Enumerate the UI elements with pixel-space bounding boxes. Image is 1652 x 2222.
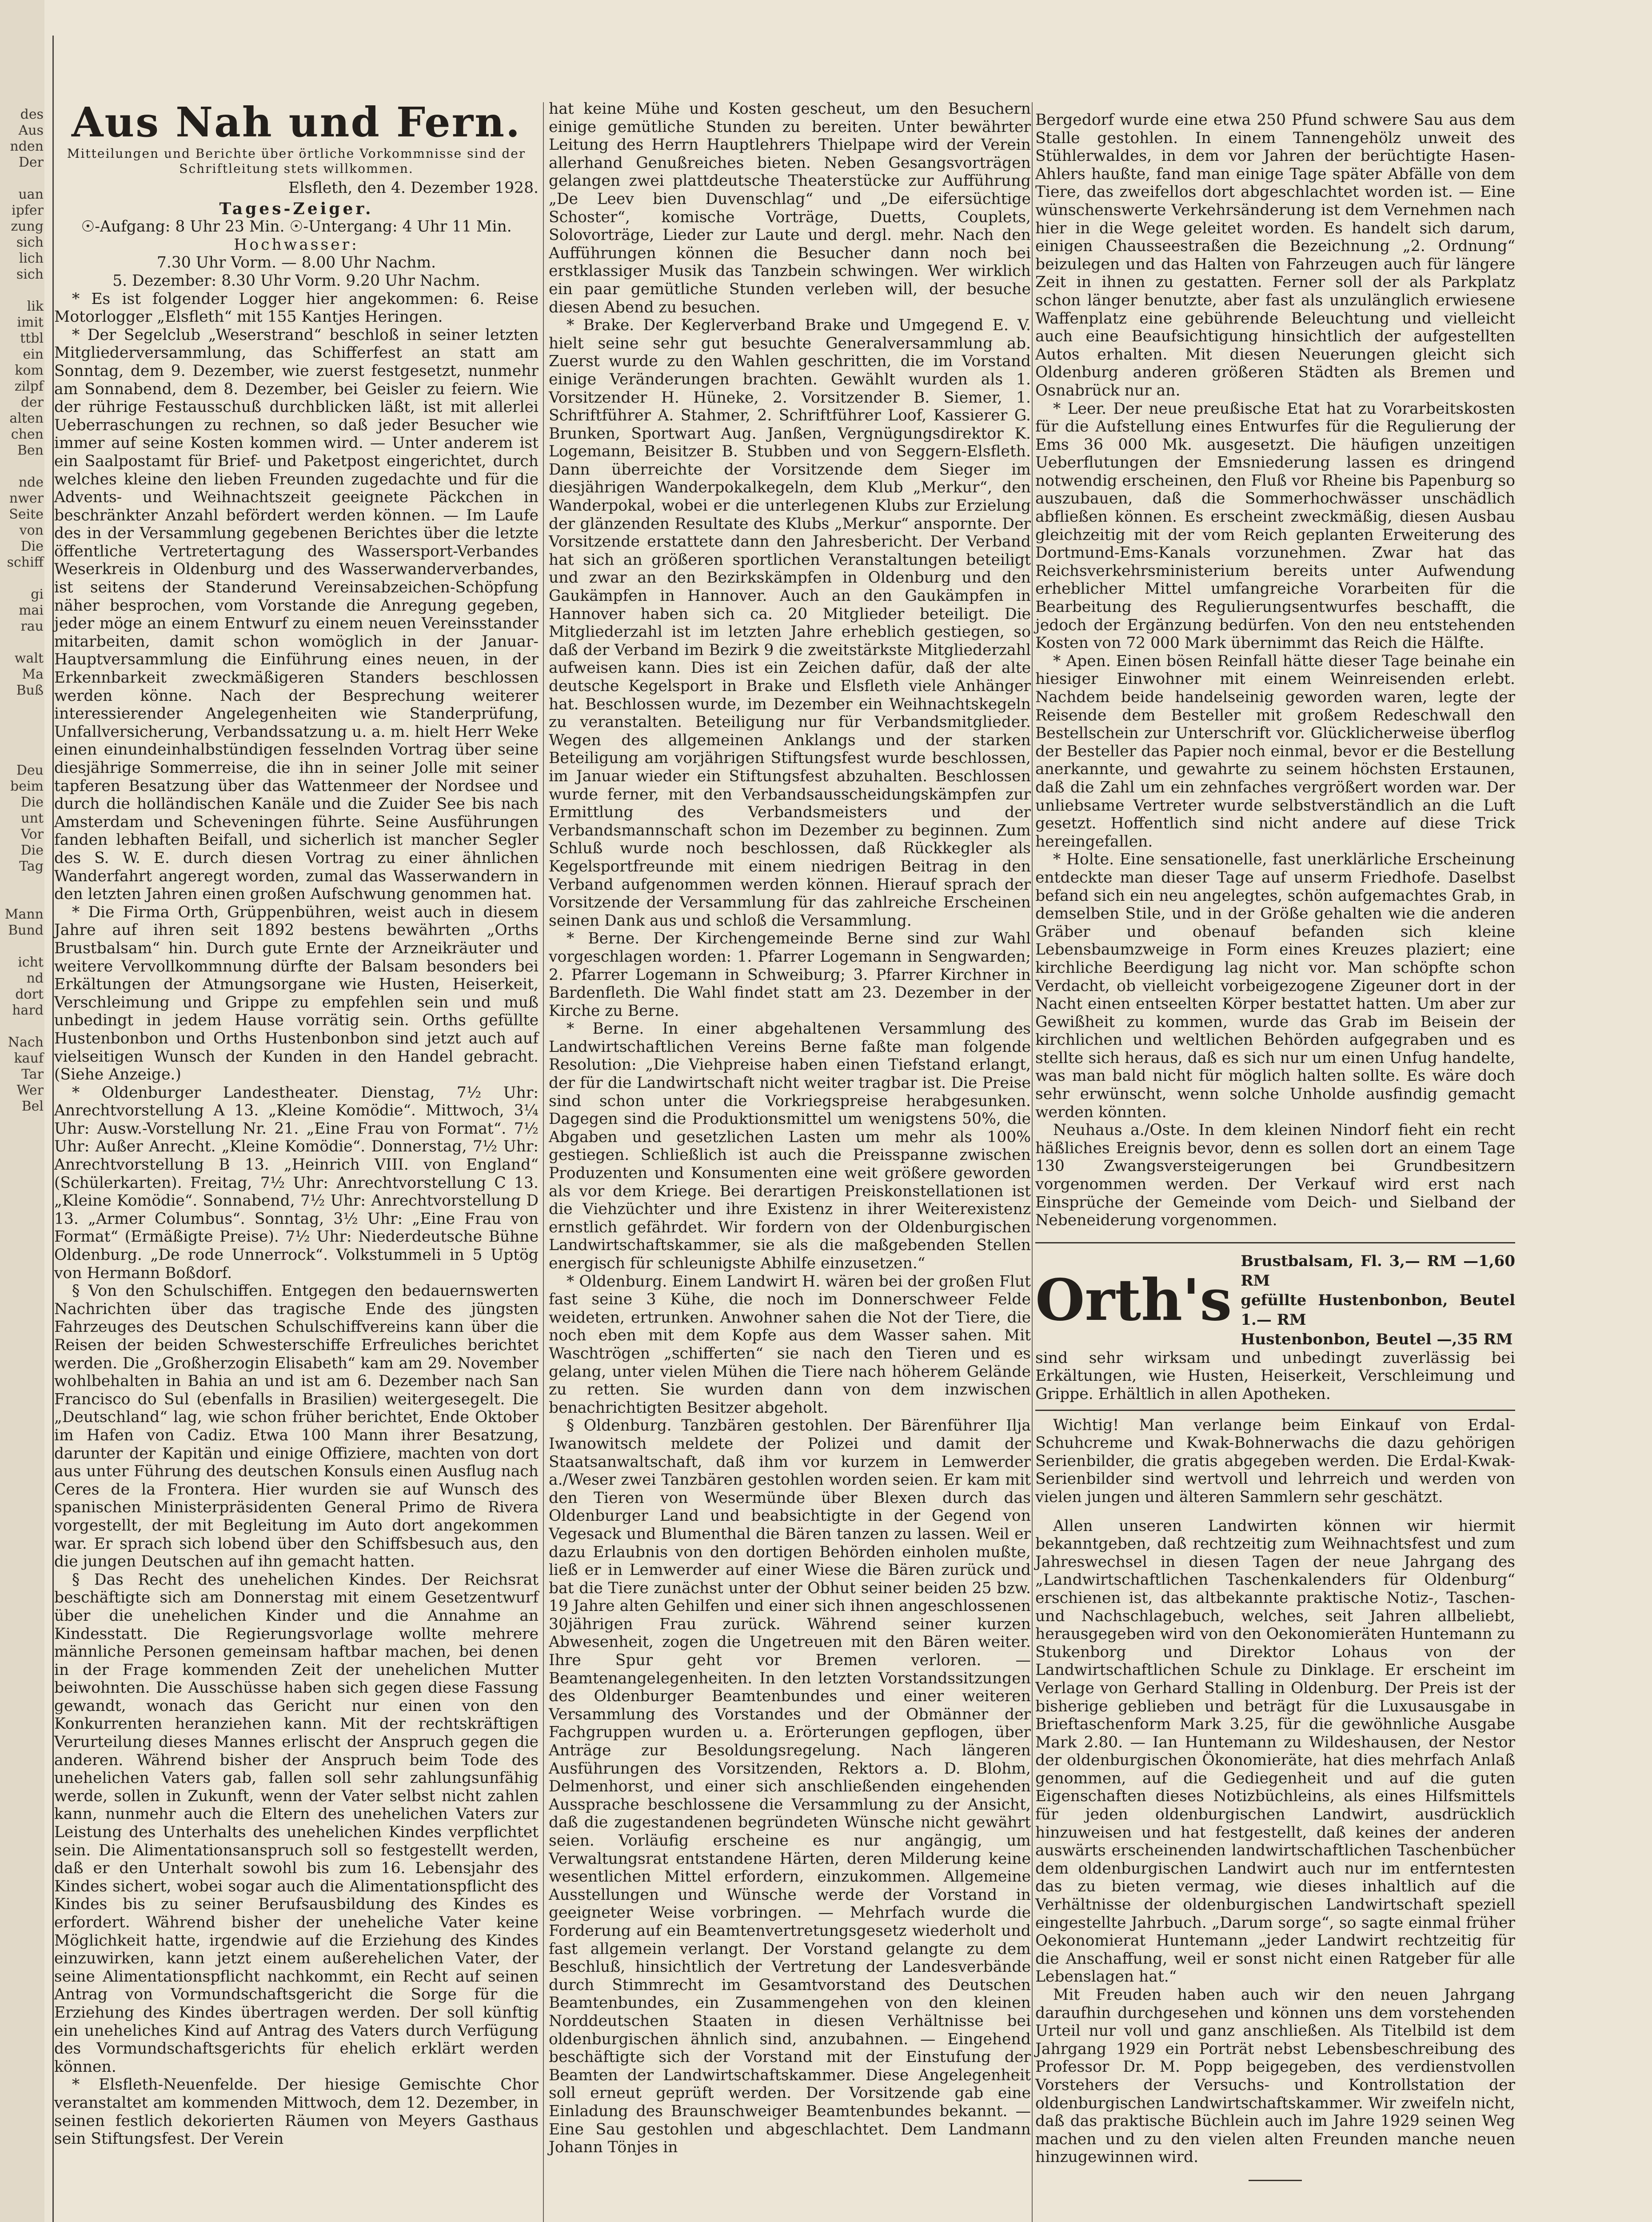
sun-times: ☉-Aufgang: 8 Uhr 23 Min. ☉-Untergang: 4 Uhr 11 Min. <box>81 218 512 236</box>
article-orth: * Die Firma Orth, Grüppenbühren, weist auch in diesem Jahre auf ihren seit 1892 bestens bewährten „Orths Brustbalsam“ hin. Durch gute Ernte der Arzneikräuter und weitere Vervollkommnung dürfte der Balsam besonders bei Erkältungen der Atmungsorgane wie Husten, Heiserkeit, Verschleimung und Grippe zu empfehlen sein und muß unbedingt in jedem Hause vorrätig sein. Orths gefüllte Hustenbonbon und Orths Hustenbonbon sind jetzt auch auf vielseitigen Wunsch der Kunden in den Handel gebracht. (Siehe Anzeige.) <box>54 903 539 1084</box>
hochwasser-today: 7.30 Uhr Vorm. — 8.00 Uhr Nachm. <box>156 254 436 272</box>
section-heading: Aus Nah und Fern. <box>71 98 522 146</box>
article-neuhaus: Neuhaus a./Oste. In dem kleinen Nindorf fieht ein recht häßliches Ereignis bevor, denn es sollen dort an einem Tage 130 Zwangsversteigerungen bei Grundbesitzern vorgenommen werden. Der Verkauf wird erst nach Einsprüche der Gemeinde vom Deich- und Sielband der Nebeneiderung vorgenommen. <box>1035 1121 1515 1230</box>
article-landestheater: * Oldenburger Landestheater. Dienstag, 7½ Uhr: Anrechtvorstellung A 13. „Kleine Komödie“. Mittwoch, 3¼ Uhr: Ausw.-Vorstellung Nr. 21. „Eine Frau von Format“. 7½ Uhr: Außer Anrecht. „Kleine Komödie“. Donnerstag, 7½ Uhr: Anrechtvorstellung B 13. „Heinrich VIII. von England“ (Schülerkarten). Freitag, 7½ Uhr: Anrechtvorstellung C 13. „Kleine Komödie“. Sonnabend, 7½ Uhr: Anrechtvorstellung D 13. „Armer Columbus“. Sonntag, 3½ Uhr: „Eine Frau von Format“ (Ermäßigte Preise). 7½ Uhr: Niederdeutsche Bühne Oldenburg. „De rode Unnerrock“. Volkstummeli in 5 Uptög von Hermann Boßdorf. <box>54 1083 539 1282</box>
article-leer: * Leer. Der neue preußische Etat hat zu Vorarbeitskosten für die Aufstellung eines Entwurfes für die Regulierung der Ems 36 000 Mk. ausgesetzt. Die häufigen unzeitigen Ueberflutungen der Emsniederung lassen es dringend notwendig erscheinen, den Fluß vor Rheine bis Papenburg so auszubauen, daß die Sommerhochwässer unschädlich abfließen können. Es erscheint zweckmäßig, diesen Ausbau gleichzeitig mit der vom Reich geplanten Erweiterung des Dortmund-Ems-Kanals vorzunehmen. Zwar hat das Reichsverkehrsministerium bereits unter Aufwendung erheblicher Mittel umfangreiche Vorarbeiten für die Bearbeitung des Regulierungsentwurfes beschafft, die jedoch der Ergänzung bedürfen. Von den neu entstehenden Kosten von 72 000 Mark übernimmt das Reich die Hälfte. <box>1035 400 1515 652</box>
article-neuenfelde: * Elsfleth-Neuenfelde. Der hiesige Gemischte Chor veranstaltet am kommenden Mittwoch, dem 12. Dezember, in seinen festlich dekorierten Räumen von Meyers Gasthaus sein Stiftungsfest. Der Verein <box>54 2076 539 2148</box>
article-oldenburg-flut: * Oldenburg. Einem Landwirt H. wären bei der großen Flut fast seine 3 Kühe, die noch im Donnerschweer Felde weideten, ertrunken. Anwohner sahen die Not der Tiere, die noch eben mit dem Kopfe aus dem Wasser sahen. Mit Waschtrögen „schifferten“ sie nach den Tieren und es gelang, unter vielen Mühen die Tiere nach höherem Gelände zu retten. Sie wurden dann von dem inzwischen benachrichtigten Besitzer abgeholt. <box>549 1272 1031 1417</box>
end-rule <box>1249 2180 1302 2181</box>
dateline: Elsfleth, den 4. Dezember 1928. <box>288 179 539 197</box>
adjacent-page-fragments: des Aus nden Der uan ipfer zung sich lich sich lik imit ttbl ein kom zilpf der alten chen Ben nde nwer Seite von Die schiff gi mai rau walt Ma Buß Deu beim Die unt Vor Die Tag Mann Bund icht nd dort hard Nach kauf Tar Wer Bel <box>4 107 44 1114</box>
notice-wichtig: Wichtig! Man verlange beim Einkauf von Erdal-Schuhcreme und Kwak-Bohnerwachs die dazu gehörigen Serienbilder, die gratis abgegeben werden. Die Erdal-Kwak-Serienbilder sind wertvoll und lehrreich und werden von vielen jungen und älteren Sammlern sehr geschätzt. <box>1035 1416 1515 1506</box>
tageszeiger-title: Tages-Zeiger. <box>219 199 374 218</box>
article-logger: * Es ist folgender Logger hier angekommen: 6. Reise Motorlogger „Elsfleth“ mit 155 Kantjes Heringen. <box>54 290 539 326</box>
orths-price-list <box>1241 1251 1515 1349</box>
column-rule-1 <box>543 102 544 2222</box>
column-3 <box>1035 111 1515 2181</box>
article-schulschiffe: § Von den Schulschiffen. Entgegen den bedauernswerten Nachrichten über das tragische Ende des jüngsten Fahrzeuges des Deutschen Schulschiffvereins kann über die Reisen der beiden Schwesterschiffe Erfreuliches berichtet werden. Die „Großherzogin Elisabeth“ kam am 29. November wohlbehalten in Bahia an und ist am 6. Dezember nach San Francisco do Sul (ebenfalls in Brasilien) weitergesegelt. Die „Deutschland“ lag, wie schon früher berichtet, Ende Oktober im Hafen von Cadiz. Etwa 100 Mann ihrer Besatzung, darunter der Kapitän und einige Offiziere, machten von dort aus unter Führung des deutschen Konsuls einen Ausflug nach Ceres de la Frontera. Hier wurden sie auf Wunsch des spanischen Ministerpräsidenten General Primo de Rivera vorgestellt, der mit Begleitung im Auto dort angekommen war. Er sprach sich lobend über den Schiffsbesuch aus, den die jungen Deutschen auf ihn gemacht hatten. <box>54 1282 539 1571</box>
price-brustbalsam: Brustbalsam, Fl. 3,— RM —1,60 RM <box>1241 1252 1515 1290</box>
orths-logo: Orth's <box>1035 1267 1232 1334</box>
article-taschenkalender-urteil: Mit Freuden haben auch wir den neuen Jahrgang daraufhin durchgesehen und können uns dem vorstehenden Urteil nur voll und ganz anschließen. Als Titelbild ist dem Jahrgang 1929 ein Porträt nebst Lebensbeschreibung des Professor Dr. M. Popp beigegeben, des verdienstvollen Vorstehers der Versuchs- und Kontrollstation der oldenburgischen Landwirtschaftskammer. Wir zweifeln nicht, daß das praktische Büchlein auch im Jahre 1929 seinen Weg machen und zu den vielen alten Freunden manche neuen hinzugewinnen wird. <box>1035 1986 1515 2166</box>
article-oldenburg-baeren: § Oldenburg. Tanzbären gestohlen. Der Bärenführer Ilja Iwanowitsch meldete der Polizei und damit der Staatsanwaltschaft, daß ihm vor kurzem in Lemwerder a./Weser zwei Tanzbären gestohlen worden seien. Er kam mit den Tieren von Wesermünde über Blexen durch das Oldenburger Land und beabsichtigte in der Gegend von Vegesack und Blumenthal die Bären tanzen zu lassen. Weil er dazu Erlaubnis von den dortigen Behörden einholen mußte, ließ er in Lemwerder auf einer Wiese die Bären zurück und bat die Tiere zunächst unter der Obhut seiner beiden 25 bzw. 19 Jahre alten Gehilfen und einer sich ihnen angeschlossenen 30jährigen Frau zurück. Während seiner kurzen Abwesenheit, zogen die Ungetreuen mit den Bären weiter. Ihre Spur geht vor Bremen verloren. — Beamtenangelegenheiten. In den letzten Vorstandssitzungen des Oldenburger Beamtenbundes und einer weiteren Versammlung des Vorstandes und der Obmänner der Fachgruppen wurden u. a. Erörterungen gepflogen, über Anträge zur Besoldungsregelung. Nach längeren Ausführungen des Vorsitzenden, Rektors a. D. Blohm, Delmenhorst, und einer sich anschließenden eingehenden Aussprache beschlossene die Versammlung zu der Ansicht, daß die zugestandenen begründeten Wünsche nicht gewährt seien. Vorläufig erscheine es nur angängig, um Verwaltungsrat entstandene Härten, deren Milderung keine wesentlichen Mittel erfordern, einzukommen. Allgemeine Ausstellungen und Wünsche werde der Vorstand in geeigneter Weise vorbringen. — Mehrfach wurde die Forderung auf ein Beamtenvertretungsgesetz wiederholt und fast allgemein verlangt. Der Vorstand gelangte zu dem Beschluß, hinsichtlich der Vertretung der Landesverbände durch Stimmrecht im Gesamtvorstand des Deutschen Beamtenbundes, ein Zusammengehen von den kleinen Norddeutschen Staaten in diesen Verhältnisse bei oldenburgischen ähnlich sind, anzubahnen. — Eingehend beschäftigte sich der Vorstand mit der Einstufung der Beamten der Landwirtschaftskammer. Diese Angelegenheit soll erneut geprüft werden. Der Vorsitzende gab eine Einladung des Braunschweiger Beamtenbundes bekannt. — Eine Sau gestohlen und abgeschlachtet. Dem Landmann Johann Tönjes in <box>549 1417 1031 2157</box>
price-gefuellte-hustenbonbon: gefüllte Hustenbonbon, Beutel 1.— RM <box>1241 1291 1515 1329</box>
article-apen: * Apen. Einen bösen Reinfall hätte dieser Tage beinahe ein hiesiger Einwohner mit einem Weinreisenden erlebt. Nachdem beide handelseinig geworden waren, legte der Reisende dem Besteller mit großem Redeschwall den Bestellschein zur Unterschrift vor. Glücklicherweise überflog der Besteller das Papier noch einmal, bevor er die Bestellung anerkannte, und gewahrte zu seinem höchsten Erstaunen, daß die Zahl um ein zehnfaches vergrößert worden war. Der unliebsame Vertreter wurde selbstverständlich an die Luft gesetzt. Hoffentlich sind nicht andere auf diese Trick hereingefallen. <box>1035 652 1515 851</box>
column-2 <box>549 100 1031 2157</box>
orths-advertisement <box>1035 1242 1515 1411</box>
article-taschenkalender: Allen unseren Landwirten können wir hiermit bekanntgeben, daß rechtzeitig zum Weihnachtsfest und zum Jahreswechsel in diesen Tagen der neue Jahrgang des „Landwirtschaftlichen Taschenkalenders für Oldenburg“ erschienen ist, das altbekannte praktische Notiz-, Taschen- und Nachschlagebuch, welches, seit Jahren allbeliebt, herausgegeben wird von den Oekonomieräten Huntemann zu Stukenborg und Direktor Lohaus von der Landwirtschaftlichen Schule zu Dinklage. Er erscheint im Verlage von Gerhard Stalling in Oldenburg. Der Preis ist der bisherige geblieben und beträgt für die Luxusausgabe in Brieftaschenform Mark 3.25, für die gewöhnliche Ausgabe Mark 2.80. — Ian Huntemann zu Wildeshausen, der Nestor der oldenburgischen Ökonomieräte, hat dies mehrfach Anlaß genommen, auf die Gediegenheit und auf die guten Eigenschaften dieses Notizbüchleins, als eines Hilfsmittels für jeden oldenburgischen Landwirt, ausdrücklich hinzuweisen und hat festgestellt, daß keines der anderen auswärts erscheinenden landwirtschaftlichen Taschenbücher dem oldenburgischen Landwirt auch nur im entferntesten das zu bieten vermag, wie dieses inhaltlich auf die Verhältnisse der oldenburgischen Landwirtschaft speziell eingestellte Jahrbuch. „Darum sorge“, so sagte einmal früher Oekonomierat Huntemann „jeder Landwirt rechtzeitig für die Anschaffung, weil er sonst nicht einen Ratgeber für alle Lebenslagen hat.“ <box>1035 1517 1515 1986</box>
price-hustenbonbon: Hustenbonbon, Beutel —,35 RM <box>1241 1330 1513 1348</box>
orths-ad-text: sind sehr wirksam und unbedingt zuverlässig bei Erkältungen, wie Husten, Heiserkeit, Verschleimung und Grippe. Erhältlich in allen Apotheken. <box>1035 1349 1515 1403</box>
article-segelclub: * Der Segelclub „Weserstrand“ beschloß in seiner letzten Mitgliederversammlung, das Schifferfest an statt am Sonntag, dem 9. Dezember, wie zuerst festgesetzt, nunmehr am Sonnabend, dem 8. Dezember, bei Geisler zu feiern. Wie der rührige Festausschuß durchblicken läßt, ist mit allerlei Ueberraschungen zu rechnen, so daß jeder Besucher wie immer auf seine Kosten kommen wird. — Unter anderem ist ein Saalpostamt für Brief- und Paketpost eingerichtet, durch welches kleine den lieben Freunden zugedachte und für die Advents- und Weihnachtszeit geeignete Päckchen in beschränkter Anzahl befördert werden können. — Im Laufe des in der Versammlung gegebenen Berichtes über die letzte öffentliche Vertretertagung des Wassersport-Verbandes Weserkreis in Oldenburg und des Wasserwanderverbandes, ist seitens der Standerund Vereinsabzeichen-Schöpfung näher besprochen, vom Vorstande die Anregung gegeben, jeder möge an einem Entwurf zu einem neuen Vereinsstander mitarbeiten, damit schon womöglich in der Januar-Hauptversammlung die Einführung eines neuen, in der Erkennbarkeit zweckmäßigeren Standers beschlossen werden könne. Nach der Besprechung weiterer interessierender Angelegenheiten wie Standerprüfung, Unfallversicherung, Verbandssatzung u. a. m. hielt Herr Weke einen einundeinhalbstündigen fesselnden Vortrag über seine diesjährige Sommerreise, die ihn in seiner Jolle mit seiner tapferen Besatzung über das Wattenmeer der Nordsee und durch die holländischen Kanäle und die Zuider See bis nach Amsterdam und Scheveningen führte. Seine Ausführungen fanden lebhaften Beifall, und sicherlich ist mancher Segler des S. W. E. durch diesen Vortrag zu einer ähnlichen Wanderfahrt angeregt worden, zumal das Wasserwandern in den letzten Jahren einen großen Aufschwung genommen hat. <box>54 326 539 903</box>
page-edge-rule <box>52 36 54 2222</box>
column-1 <box>54 100 539 2148</box>
article-neuenfelde-cont: hat keine Mühe und Kosten gescheut, um den Besuchern einige gemütliche Stunden zu bereiten. Unter bewährter Leitung des Herrn Hauptlehrers Thielpape wird der Verein allerhand Genußreiches bieten. Neben Gesangsvorträgen gelangen zwei plattdeutsche Theaterstücke zur Aufführung „De Leev bien Duvenschlag“ und „De eifersüchtige Schoster“, komische Vorträge, Duetts, Couplets, Solovorträge, Lieder zur Laute und dergl. mehr. Nach den Aufführungen können die Besucher dann noch bei erstklassiger Musik das Tanzbein schwingen. Wer wirklich ein paar gemütliche Stunden verleben will, der besuche diesen Abend zu besuchen. <box>549 100 1031 316</box>
article-brake: * Brake. Der Keglerverband Brake und Umgegend E. V. hielt seine sehr gut besuchte Generalversammlung ab. Zuerst wurde zu den Wahlen geschritten, die im Vorstand einige Veränderungen brachten. Gewählt wurden als 1. Vorsitzender H. Hüneke, 2. Vorsitzender B. Siemer, 1. Schriftführer A. Stahmer, 2. Schriftführer Loof, Kassierer G. Brunken, Sportwart Aug. Janßen, Vergnügungsdirektor K. Logemann, Beisitzer B. Stubben und von Seggern-Elsfleth. Dann überreichte der Vorsitzende dem Sieger im diesjährigen Wanderpokalkegeln, dem Klub „Merkur“, den Wanderpokal, wobei er die unterlegenen Klubs zur Erzielung der glänzenden Resultate des Klubs „Merkur“ anspornte. Der Vorsitzende erstattete dann den Jahresbericht. Der Verband hat sich an größeren sportlichen Veranstaltungen beteiligt und zwar an den Bezirkskämpfen in Oldenburg und den Gaukämpfen in Hannover. Auch an den Gaukämpfen in Hannover haben sich ca. 20 Mitglieder beteiligt. Die Mitgliederzahl ist im letzten Jahre erheblich gestiegen, so daß der Verband im Bezirk 9 die zweitstärkste Mitgliederzahl aufweisen kann. Dies ist ein Zeichen dafür, daß der alte deutsche Kegelsport in Brake und Elsfleth viele Anhänger hat. Beschlossen wurde, im Dezember ein Weihnachtskegeln zu veranstalten. Beteiligung nur für Verbandsmitglieder. Wegen des allgemeinen Anklangs und der starken Beteiligung am vorjährigen Stiftungsfest wurde beschlossen, im Januar wieder ein Stiftungsfest abzuhalten. Beschlossen wurde ferner, mit den Verbandsausscheidungskämpfen zur Ermittlung des Verbandsmeisters und der Verbandsmannschaft schon im Dezember zu beginnen. Zum Schluß wurde noch beschlossen, daß Rückkegler als Kegelsportfreunde mit einem niedrigen Beitrag in den Verband aufgenommen werden können. Hierauf sprach der Vorsitzende der Versammlung für das zahlreiche Erscheinen seinen Dank aus und schloß die Versammlung. <box>549 316 1031 930</box>
article-berne-wahl: * Berne. Der Kirchengemeinde Berne sind zur Wahl vorgeschlagen worden: 1. Pfarrer Logemann in Sengwarden; 2. Pfarrer Logemann in Schweiburg; 3. Pfarrer Kirchner in Bardenfleth. Die Wahl findet statt am 23. Dezember in der Kirche zu Berne. <box>549 930 1031 1020</box>
hochwasser-tomorrow: 5. Dezember: 8.30 Uhr Vorm. 9.20 Uhr Nachm. <box>112 272 480 290</box>
column-rule-2 <box>1032 102 1033 2222</box>
article-sau-cont: Bergedorf wurde eine etwa 250 Pfund schwere Sau aus dem Stalle gestohlen. In einem Tannengehölz unweit des Stühlerwaldes, in dem vor Jahren der berüchtigte Hasen-Ahlers haußte, fand man einige Tage später Abfälle von dem Tiere, das zweifellos dort abgeschlachtet worden ist. — Eine wünschenswerte Verkehrsänderung ist dem Vernehmen nach hier in die Wege geleitet worden. Es handelt sich darum, einigen Chausseestraßen die Bezeichnung „2. Ordnung“ beizulegen und das Halten von Fahrzeugen auch für längere Zeit in ihnen zu gestatten. Ferner soll der als Parkplatz schon länger benutzte, aber fast als unzulänglich erwiesene Waffenplatz eine gebührende Beleuchtung und vielleicht auch eine Beaufsichtigung hinsichtlich der aufgestellten Autos erhalten. Mit diesen Neuerungen gleicht sich Oldenburg anderen größeren Städten als Bremen und Osnabrück nur an. <box>1035 111 1515 400</box>
hochwasser-title: Hochwasser: <box>234 236 359 254</box>
article-berne-resolution: * Berne. In einer abgehaltenen Versammlung des Landwirtschaftlichen Vereins Berne faßte man folgende Resolution: „Die Viehpreise haben einen Tiefstand erlangt, der für die Landwirtschaft nicht weiter tragbar ist. Die Preise sind schon unter die Vorkriegspreise herabgesunken. Dagegen sind die Produktionsmittel um wenigstens 50%, die Abgaben und gesetzlichen Lasten um mehr als 100% gestiegen. Schließlich ist auch die Preisspanne zwischen Produzenten und Konsumenten eine weit größere geworden als vor dem Kriege. Bei derartigen Preiskonstellationen ist die Viehzüchter und ihre Existenz in ihrer Weiterexistenz ernstlich gefährdet. Wir fordern von der Oldenburgischen Landwirtschaftskammer, sie als die maßgebenden Stellen energisch für schleunigste Abhilfe einzusetzen.“ <box>549 1020 1031 1272</box>
adjacent-page-margin <box>0 0 44 2222</box>
article-holte: * Holte. Eine sensationelle, fast unerklärliche Erscheinung entdeckte man dieser Tage auf unserm Friedhofe. Daselbst befand sich ein neu angelegtes, schön aufgemachtes Grab, in demselben Stile, und in der Größe gehalten wie die anderen Gräber und obenauf befanden sich kleine Lebensbaumzweige in Form eines Kreuzes plaziert; eine kirchliche Beerdigung lag nicht vor. Man schöpfte schon Verdacht, ob vielleicht vorbeigezogene Zigeuner dort in der Nacht einen entseelten Körper bestattet hatten. Um aber zur Gewißheit zu kommen, wurde das Grab im Beisein der kirchlichen und weltlichen Behörden aufgegraben und es stellte sich heraus, daß es sich nur um einen Unfug handelte, was man bald nicht für möglich halten sollte. Es wäre doch sehr erwünscht, wenn solche Unholde ausfindig gemacht werden könnten. <box>1035 851 1515 1121</box>
article-unehelich: § Das Recht des unehelichen Kindes. Der Reichsrat beschäftigte sich am Donnerstag mit einem Gesetzentwurf über die unehelichen Kinder und die Annahme an Kindesstatt. Die Regierungsvorlage wollte mehrere männliche Personen gemeinsam haftbar machen, bei denen in der Frage kommenden Zeit der unehelichen Mutter beiwohnten. Die Ausschüsse haben sich gegen diese Fassung gewandt, wonach das Gericht nur einen von den Konkurrenten heranziehen kann. Mit der rechtskräftigen Verurteilung dieses Mannes erlischt der Anspruch gegen die anderen. Während bisher der Anspruch beim Tode des unehelichen Vaters gab, fallen soll sehr zahlungsunfähig werde, sollen in Zukunft, wenn der Vater selbst nicht zahlen kann, nunmehr auch die Eltern des unehelichen Vaters zur Leistung des Unterhalts des unehelichen Kindes verpflichtet sein. Die Alimentationsanspruch soll so festgestellt werden, daß er den Unterhalt sowohl bis zum 16. Lebensjahr des Kindes sichert, wobei sogar auch die Alimentationspflicht des Kindes bis zu seiner Berufsausbildung des Kindes es erfordert. Während bisher der uneheliche Vater keine Möglichkeit hatte, irgendwie auf die Erziehung des Kindes einzuwirken, kann jetzt einem außerehelichen Vater, der seine Alimentationspflicht nachkommt, ein Recht auf seinen Antrag von Vormundschaftsgericht die Sorge für die Erziehung des Kindes übertragen werden. Der soll künftig ein uneheliches Kind auf Antrag des Vaters durch Verfügung des Vormundschaftsgerichts für ehelich erklärt werden können. <box>54 1571 539 2076</box>
section-subheading: Mitteilungen und Berichte über örtliche Vorkommnisse sind der Schriftleitung stets willkommen. <box>67 146 526 176</box>
